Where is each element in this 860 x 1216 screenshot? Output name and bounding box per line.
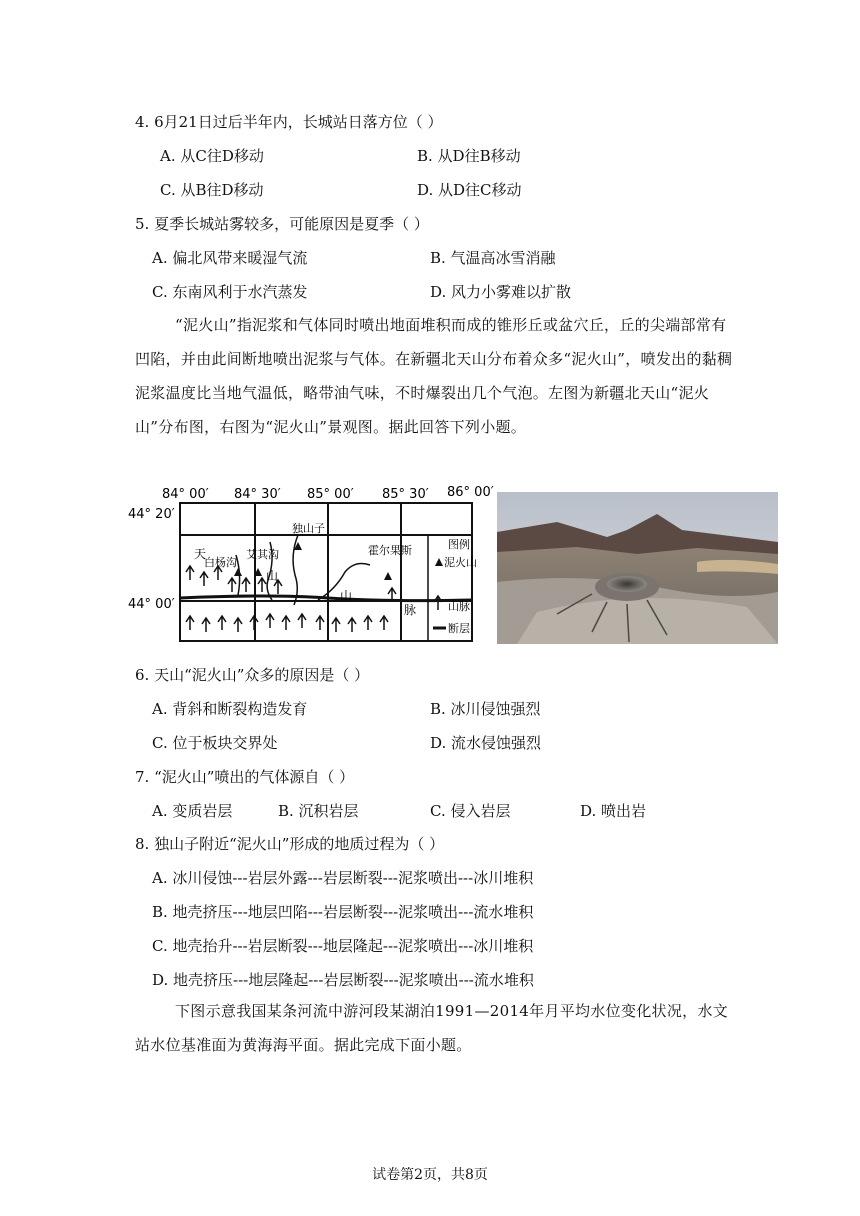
- legend-title: 图例: [448, 538, 470, 551]
- q8-option-d: D. 地壳挤压---地层隆起---岩层断裂---泥浆喷出---流水堆积: [152, 971, 534, 989]
- lon-label-85-00: 85° 00′: [307, 487, 354, 502]
- label-shan-1: 山: [266, 569, 279, 583]
- legend-mud-volcano: 泥火山: [444, 556, 477, 569]
- lat-label-44-20: 44° 20′: [128, 507, 175, 522]
- legend-mountain-icon: [434, 596, 442, 610]
- q5-option-a: A. 偏北风带来暖湿气流: [152, 249, 308, 267]
- mud-volcano-marker: [234, 568, 242, 576]
- q8-option-a: A. 冰川侵蚀---岩层外露---岩层断裂---泥浆喷出---冰川堆积: [152, 869, 534, 887]
- q6-option-d: D. 流水侵蚀强烈: [430, 734, 542, 752]
- q4-option-c: C. 从B往D移动: [160, 181, 264, 199]
- place-baiyanggou: 白杨沟: [204, 556, 237, 569]
- lon-label-84-00: 84° 00′: [162, 487, 209, 502]
- question-6-stem: 6. 天山“泥火山”众多的原因是（ ）: [135, 666, 370, 684]
- legend-mountain: 山脉: [448, 600, 470, 613]
- label-shan-2: 山: [340, 589, 353, 603]
- q8-option-b: B. 地壳挤压---地层凹陷---岩层断裂---泥浆喷出---流水堆积: [152, 903, 534, 921]
- q6-option-c: C. 位于板块交界处: [152, 734, 278, 752]
- lat-label-44-00: 44° 00′: [128, 597, 175, 612]
- place-aiqigou: 艾其沟: [246, 548, 279, 561]
- legend-fault: 断层: [448, 622, 470, 635]
- legend-mud-volcano-icon: [435, 558, 443, 566]
- q4-option-b: B. 从D往B移动: [417, 147, 521, 165]
- passage-mud-volcano: “泥火山”指泥浆和气体同时喷出地面堆积而成的锥形丘或盆穴丘，丘的尖端部常有凹陷，并由此间断地喷出泥浆与气体。在新疆北天山分布着众多“泥火山”，喷发出的黏稠泥浆温度比当地气温低，略带油气味，不时爆裂出几个气泡。左图为新疆北天山“泥火山”分布图，右图为“泥火山”景观图。据此回答下列小题。: [135, 316, 733, 436]
- question-5-stem: 5. 夏季长城站雾较多，可能原因是夏季（ ）: [135, 215, 429, 233]
- label-mai: 脉: [404, 603, 417, 617]
- lon-label-84-30: 84° 30′: [234, 487, 281, 502]
- question-7-stem: 7. “泥火山”喷出的气体源自（ ）: [135, 768, 355, 786]
- q5-option-b: B. 气温高冰雪消融: [430, 249, 556, 267]
- q7-option-a: A. 变质岩层: [152, 802, 233, 820]
- q4-option-d: D. 从D往C移动: [417, 181, 522, 199]
- q6-option-b: B. 冰川侵蚀强烈: [430, 700, 541, 718]
- mud-volcano-landscape-photo: [497, 492, 778, 644]
- label-tian: 天: [194, 547, 207, 561]
- lon-label-85-30: 85° 30′: [382, 487, 429, 502]
- q7-option-d: D. 喷出岩: [580, 802, 647, 820]
- question-8-stem: 8. 独山子附近“泥火山”形成的地质过程为（ ）: [135, 835, 445, 853]
- q4-option-a: A. 从C往D移动: [160, 147, 264, 165]
- question-4-stem: 4. 6月21日过后半年内，长城站日落方位（ ）: [135, 113, 443, 131]
- q6-option-a: A. 背斜和断裂构造发育: [152, 700, 308, 718]
- passage-lake-water-level: 下图示意我国某条河流中游河段某湖泊1991—2014年月平均水位变化状况，水文站水位基准面为黄海海平面。据此完成下面小题。: [135, 1002, 729, 1054]
- mud-volcano-distribution-map: [128, 480, 495, 650]
- place-dushanzi: 独山子: [292, 522, 325, 535]
- q7-option-c: C. 侵入岩层: [430, 802, 511, 820]
- place-huoerguosi: 霍尔果斯: [368, 544, 412, 557]
- page-footer: 试卷第2页，共8页: [372, 1167, 488, 1183]
- mud-volcano-marker: [384, 572, 392, 580]
- q8-option-c: C. 地壳抬升---岩层断裂---地层隆起---泥浆喷出---冰川堆积: [152, 937, 534, 955]
- q5-option-d: D. 风力小雾难以扩散: [430, 283, 572, 301]
- q5-option-c: C. 东南风利于水汽蒸发: [152, 283, 308, 301]
- q7-option-b: B. 沉积岩层: [278, 802, 359, 820]
- lon-label-86-00: 86° 00′: [447, 485, 494, 500]
